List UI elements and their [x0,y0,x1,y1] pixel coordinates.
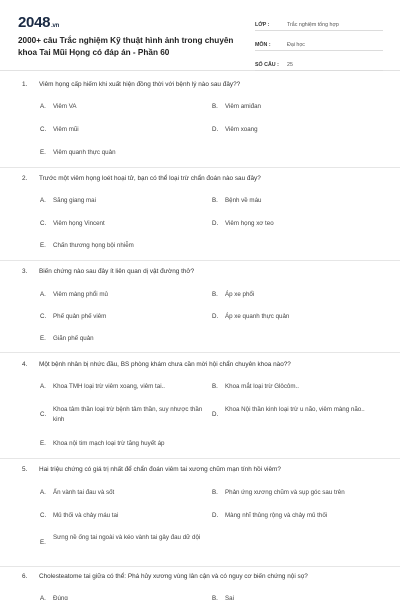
meta-label: LỚP : [255,22,270,28]
question-1-option-a[interactable] [40,102,77,112]
question-1-option-d[interactable] [212,125,258,135]
question-2-option-d[interactable] [212,219,274,229]
option-text: Khoa nội tim mạch loại trừ tăng huyết áp [53,440,165,447]
question-prompt: Biến chứng nào sau đây ít liên quan dị vật đường thở? [39,268,195,275]
question-5-text [22,466,382,473]
option-letter: B. [212,103,218,110]
question-1-text [22,81,382,88]
option-letter: C. [40,126,47,133]
option-letter: B. [212,383,218,390]
option-letter: C. [40,220,47,227]
question-1-option-e[interactable] [40,148,116,158]
meta-row-count [255,54,383,71]
question-5-option-e[interactable] [40,533,205,548]
option-text: Phản ứng xương chũm và sụp góc sau trên [225,489,345,496]
question-number: 6. [22,573,28,580]
option-text: Sai [225,595,234,600]
option-letter: A. [40,489,46,496]
option-letter: C. [40,411,47,418]
meta-value: 25 [287,62,293,68]
option-letter: C. [40,313,47,320]
option-letter: B. [212,291,218,298]
option-text: Viêm quanh thực quản [53,149,116,156]
question-prompt: Viêm họng cấp hiếm khi xuất hiện đồng thời với bệnh lý nào sau đây?? [39,81,241,88]
option-text: Phế quản phế viêm [53,313,107,320]
option-letter: A. [40,197,46,204]
question-number: 4. [22,361,28,368]
option-text: Viêm màng phổi mủ [53,291,108,298]
question-4-option-c[interactable] [40,405,210,425]
question-2-text [22,175,382,182]
option-text: Đúng [53,595,68,600]
option-text: Viêm amiđan [225,103,261,110]
question-5-option-c[interactable] [40,511,205,521]
option-letter: B. [212,197,218,204]
question-2-option-c[interactable] [40,219,105,229]
question-number: 5. [22,466,28,473]
option-text: Áp xe phổi [225,291,255,298]
question-1-option-b[interactable] [212,102,261,112]
document-title: 2000+ câu Trắc nghiệm Kỹ thuật hình ảnh trong chuyên khoa Tai Mũi Họng có đáp án - Phần 60 [18,36,234,57]
meta-row-class [255,14,383,31]
question-divider [0,260,400,261]
option-letter: A. [40,383,46,390]
option-text: Mủ thối và chảy máu tai [53,512,119,519]
option-letter: A. [40,103,46,110]
question-3-option-a[interactable] [40,290,108,300]
option-text: Viêm mũi [53,126,79,133]
option-text: Khoa TMH loại trừ viêm xoang, viêm tai.. [53,383,166,390]
meta-value: Đại học [287,42,305,48]
logo-suffix: .vn [51,23,59,29]
question-4-option-e[interactable] [40,439,240,449]
question-number: 3. [22,268,28,275]
question-2-option-a[interactable] [40,196,96,206]
option-text: Giãn phế quản [53,335,94,342]
question-5-option-b[interactable] [212,488,387,498]
option-text: Viêm họng xơ teo [225,220,274,227]
question-6-option-b[interactable] [212,594,234,600]
meta-label: SỐ CÂU : [255,62,279,68]
option-text: Viêm VA [53,103,77,110]
option-letter: D. [212,411,219,418]
option-text: Bệnh về máu [225,197,262,204]
question-divider [0,352,400,353]
option-text: Viêm họng Vincent [53,220,105,227]
meta-value: Trắc nghiệm tổng hợp [287,22,339,28]
question-3-option-b[interactable] [212,290,254,300]
option-letter: E. [40,335,46,342]
question-prompt: Một bệnh nhân bị nhức đầu, BS phòng khám chưa cần mời hội chẩn chuyên khoa nào?? [39,361,291,368]
option-letter: E. [40,539,46,546]
question-4-option-a[interactable] [40,382,205,392]
question-5-option-a[interactable] [40,488,205,498]
question-6-option-a[interactable] [40,594,68,600]
option-letter: B. [212,489,218,496]
question-2-option-b[interactable] [212,196,261,206]
option-letter: D. [212,313,219,320]
option-letter: D. [212,220,219,227]
worksheet-header [0,0,400,71]
question-divider [0,566,400,567]
question-prompt: Hai triệu chứng có giá trị nhất để chẩn đoán viêm tai xương chũm mạn tính hồi viêm? [39,466,281,473]
option-letter: A. [40,291,46,298]
option-letter: D. [212,126,219,133]
question-2-option-e[interactable] [40,241,134,251]
question-prompt: Trước một viêm họng loét hoại tử, bạn có thể loại trừ chẩn đoán nào sau đây? [39,175,261,182]
logo-text: 2048 [18,14,51,31]
question-divider [0,167,400,168]
question-number: 2. [22,175,28,182]
option-letter: C. [40,512,47,519]
option-letter: E. [40,242,46,249]
question-divider [0,458,400,459]
option-letter: A. [40,595,46,600]
question-3-option-c[interactable] [40,312,106,322]
question-4-text [22,361,382,368]
option-letter: B. [212,595,218,600]
meta-info [255,14,383,74]
option-letter: E. [40,440,46,447]
question-4-option-b[interactable] [212,382,382,392]
option-letter: D. [212,512,219,519]
question-1-option-c[interactable] [40,125,79,135]
option-text: Khoa mắt loại trừ Glôcôm.. [225,383,299,390]
question-6-text [22,573,382,580]
question-3-text [22,268,382,275]
question-3-option-d[interactable] [212,312,289,322]
question-number: 1. [22,81,28,88]
meta-label: MÔN : [255,42,271,48]
meta-row-subject [255,34,383,51]
option-text: Khoa tâm thần loại trừ bệnh tâm thần, suy nhược thần kinh [53,406,203,423]
site-logo[interactable] [18,14,59,31]
question-3-option-e[interactable] [40,334,94,344]
option-text: Ấn vành tai đau và sốt [53,489,115,496]
option-text: Viêm xoang [225,126,258,133]
option-text: Chấn thương họng bội nhiễm [53,242,134,249]
question-4-option-d[interactable] [212,405,382,420]
option-letter: E. [40,149,46,156]
question-prompt: Cholesteatome tai giữa có thể: Phá hủy xương vùng lân cận và có nguy cơ biến chứng nội sọ? [39,573,308,580]
option-text: Sưng nề ống tai ngoài và kéo vành tai gây đau dữ dội [53,534,201,541]
option-text: Màng nhĩ thủng rộng và chảy mủ thối [225,512,328,519]
option-text: Áp xe quanh thực quản [225,313,290,320]
option-text: Săng giang mai [53,197,96,204]
question-5-option-d[interactable] [212,511,387,521]
option-text: Khoa Nội thần kinh loại trừ u não, viêm màng não.. [225,406,365,413]
